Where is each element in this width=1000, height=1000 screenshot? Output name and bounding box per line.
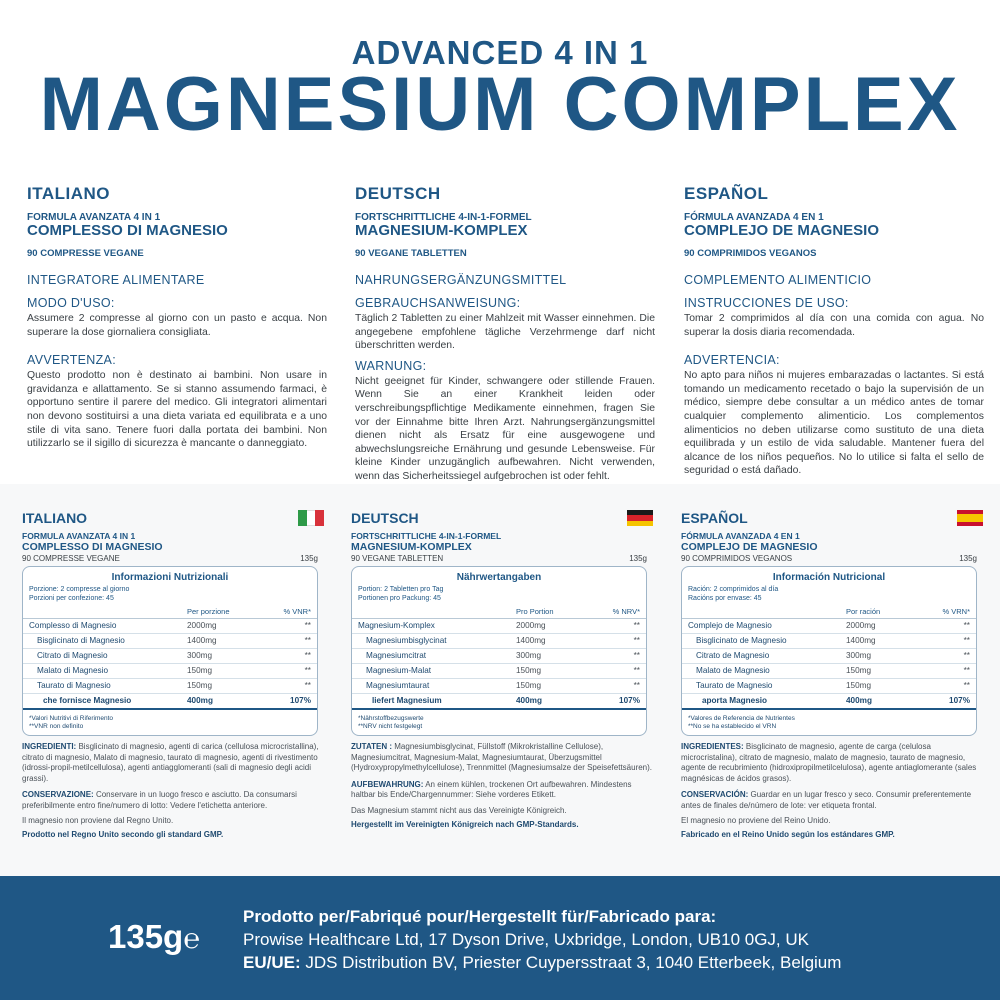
product-name: COMPLESSO DI MAGNESIO xyxy=(22,541,163,553)
product-name: COMPLEJO DE MAGNESIO xyxy=(681,541,818,553)
table-footnote: *Nährstoffbezugswerte xyxy=(358,715,424,722)
language-heading: ESPAÑOL xyxy=(681,510,748,526)
table-row: Complejo de Magnesio 2000mg ** xyxy=(682,619,976,634)
manufacturer-address: Prowise Healthcare Ltd, 17 Dyson Drive, Uxbridge, London, UB10 0GJ, UK xyxy=(243,930,809,949)
ingredients: INGREDIENTI: Bisglicinato di magnesio, agenti di carica (cellulosa microcristallina), citrato di magnesio, Malato di magnesio, taurato di magnesio, agenti di rivestimento (idrossi-propil-metilcellulosa), agenti antiagglomeranti (sali di magnesio degli acidi grassi). xyxy=(22,742,319,783)
language-heading: ITALIANO xyxy=(27,184,111,203)
column-header-portion: Por ración xyxy=(846,607,881,616)
formula-subtitle: FÓRMULA AVANZADA 4 EN 1 xyxy=(684,212,824,223)
storage: CONSERVAZIONE: Conservare in un luogo fresco e asciutto. Da consumarsi preferibilmente entro fine/numero di lotto: Vedere l'etichetta anteriore. xyxy=(22,790,297,810)
usage-heading: GEBRAUCHSANWEISUNG: xyxy=(355,296,521,310)
product-name: COMPLEJO DE MAGNESIO xyxy=(684,222,880,239)
storage: CONSERVACIÓN: Guardar en un lugar fresco y seco. Consumir preferentemente antes de finales de/número de lote: ver etiqueta frontal. xyxy=(681,790,972,810)
net-weight: 135g xyxy=(300,554,318,563)
e-mark-icon: ℮ xyxy=(183,923,201,954)
table-row: Taurato de Magnesio 150mg ** xyxy=(682,679,976,694)
column-header-reference: % VNR* xyxy=(283,607,311,616)
usage-heading: INSTRUCCIONES DE USO: xyxy=(684,296,849,310)
table-header xyxy=(23,607,317,619)
supplement-label: NAHRUNGSERGÄNZUNGSMITTEL xyxy=(355,273,567,287)
storage: AUFBEWAHRUNG: An einem kühlen, trockenen Ort aufbewahren. Mindestens haltbar bis Ende/Chargennummer: Siehe vorderes Etikett. xyxy=(351,779,632,799)
origin-note: El magnesio no proviene del Reino Unido. xyxy=(681,816,831,825)
table-row: Citrato di Magnesio 300mg ** xyxy=(23,649,317,664)
manufactured-for-label: Prodotto per/Fabriqué pour/Hergestellt für/Fabricado para: xyxy=(243,907,717,926)
product-name: MAGNESIUM-KOMPLEX xyxy=(351,541,472,553)
formula-subtitle: FORMULA AVANZATA 4 IN 1 xyxy=(22,531,136,541)
column-header-portion: Pro Portion xyxy=(516,607,554,616)
net-weight-large: 135g℮ xyxy=(108,918,201,955)
manufacturer-info xyxy=(243,906,841,974)
servings-per-pack: Racións por envase: 45 xyxy=(688,595,762,602)
column-header-reference: % VRN* xyxy=(942,607,970,616)
table-footnote: **NRV nicht festgelegt xyxy=(358,723,423,730)
tablet-count: 90 VEGANE TABLETTEN xyxy=(355,248,467,259)
table-footnote: **No se ha establecido el VRN xyxy=(688,723,777,730)
count-row xyxy=(681,554,983,563)
warning-text: Questo prodotto non è destinato ai bambini. Non usare in gravidanza e allattamento. Se si stanno assumendo farmaci, è opportuno sentire il parere del medico. Gli integratori alimentari non devono sostituirsi a una dieta variata ed equilibrata e a uno stile di vita sano. Tenere fuori dalla portata dei bambini. Non utilizzarlo se il sigillo di sicurezza è mancante o danneggiato. xyxy=(27,370,327,450)
warning-heading: ADVERTENCIA: xyxy=(684,353,780,368)
table-header xyxy=(682,607,976,619)
tablet-count: 90 COMPRIMIDOS VEGANOS xyxy=(684,248,817,259)
column-header-portion: Per porzione xyxy=(187,607,230,616)
eu-distributor: EU/UE: JDS Distribution BV, Priester Cuypersstraat 3, 1040 Etterbeek, Belgium xyxy=(243,953,842,972)
count-row xyxy=(22,554,324,563)
nutrition-table xyxy=(22,566,318,736)
upper-column-deutsch xyxy=(355,184,655,484)
table-row: Magnesiumcitrat 300mg ** xyxy=(352,649,646,664)
count-row xyxy=(351,554,653,563)
table-row: Malato de Magnesio 150mg ** xyxy=(682,664,976,679)
header-title: MAGNESIUM COMPLEX xyxy=(39,62,961,147)
warning-text: No apto para niños ni mujeres embarazadas o lactantes. Si está tomando un medicamento recetado o bajo la supervisión de un médico, siempre debe consultar a un médico antes de tomar cualquier complemento alimenticio. Los complementos alimenticios no deben utilizarse como sustituto de una dieta equilibrada y un estilo de vida saludable. Mantener fuera del alcance de los niños pequeños. No lo utilice si falta el sello de seguridad o está dañado. xyxy=(684,370,984,477)
usage-heading: MODO D'USO: xyxy=(27,296,115,310)
tablet-count: 90 COMPRESSE VEGANE xyxy=(22,554,120,563)
tablet-count: 90 VEGANE TABLETTEN xyxy=(351,554,444,563)
tablet-count: 90 COMPRESSE VEGANE xyxy=(27,248,144,259)
product-name: MAGNESIUM-KOMPLEX xyxy=(355,222,528,239)
nutrition-table-title: Información Nutricional xyxy=(772,572,886,583)
table-row: Magnesium-Malat 150mg ** xyxy=(352,664,646,679)
nutrition-panel xyxy=(0,484,1000,876)
table-row: Bisglicinato di Magnesio 1400mg ** xyxy=(23,634,317,649)
serving-size: Portion: 2 Tabletten pro Tag xyxy=(358,586,444,593)
italy-flag-icon xyxy=(298,510,324,526)
net-weight: 135g xyxy=(629,554,647,563)
nutrition-table-title: Informazioni Nutrizionali xyxy=(111,572,229,583)
gmp-note: Fabricado en el Reino Unido según los estándares GMP. xyxy=(681,830,895,839)
lower-column-deutsch xyxy=(351,510,653,829)
origin-note: Il magnesio non proviene dal Regno Unito. xyxy=(22,816,174,825)
table-header xyxy=(352,607,646,619)
serving-size: Ración: 2 comprimidos al día xyxy=(688,586,779,593)
usage-text: Assumere 2 compresse al giorno con un pasto e acqua. Non superare la dose giornaliera consigliata. xyxy=(27,313,327,338)
table-row: Magnesium-Komplex 2000mg ** xyxy=(352,619,646,634)
lower-column-italiano xyxy=(22,510,324,839)
manufacturer-footer xyxy=(0,876,1000,1000)
table-row: Complesso di Magnesio 2000mg ** xyxy=(23,619,317,634)
table-row: Magnesiumtaurat 150mg ** xyxy=(352,679,646,694)
usage-text: Täglich 2 Tabletten zu einer Mahlzeit mit Wasser einnehmen. Die angegebene empfohlene tägliche Verzehrmenge darf nicht überschritten werden. xyxy=(355,313,655,352)
serving-size: Porzione: 2 compresse al giorno xyxy=(29,586,130,593)
nutrition-table-title: Nährwertangaben xyxy=(456,572,542,583)
warning-heading: WARNUNG: xyxy=(355,358,427,373)
warning-heading: AVVERTENZA: xyxy=(27,353,116,368)
table-footnote: **VNR non definito xyxy=(29,723,84,730)
header-subtitle: ADVANCED 4 IN 1 xyxy=(351,34,649,71)
table-total-row: liefert Magnesium 400mg 107% xyxy=(352,694,646,710)
column-header-reference: % NRV* xyxy=(612,607,640,616)
gmp-note: Hergestellt im Vereinigten Königreich nach GMP-Standards. xyxy=(351,819,579,829)
table-row: Citrato de Magnesio 300mg ** xyxy=(682,649,976,664)
table-footnote: *Valores de Referencia de Nutrientes xyxy=(688,715,795,722)
upper-column-italiano xyxy=(27,184,327,451)
gmp-note: Prodotto nel Regno Unito secondo gli standard GMP. xyxy=(22,830,224,839)
net-weight: 135g xyxy=(959,554,977,563)
usage-text: Tomar 2 comprimidos al día con una comida con agua. No superar la dosis diaria recomendada. xyxy=(684,313,984,338)
formula-subtitle: FORTSCHRITTLICHE 4-IN-1-FORMEL xyxy=(355,212,532,223)
ingredients: ZUTATEN : Magnesiumbisglycinat, Füllstoff (Mikrokristalline Cellulose), Magnesiumcitrat, Magnesium-Malat, Magnesiumtaurat, Überzugsmittel (Hydroxypropylmethylcellulose), Trennmittel (Magnesiumsalze der Speisefettsäuren). xyxy=(351,742,653,772)
supplement-label: INTEGRATORE ALIMENTARE xyxy=(27,273,205,287)
table-total-row: aporta Magnesio 400mg 107% xyxy=(682,694,976,710)
table-row: Taurato di Magnesio 150mg ** xyxy=(23,679,317,694)
table-total-row: che fornisce Magnesio 400mg 107% xyxy=(23,694,317,710)
upper-column-espanol xyxy=(684,184,984,478)
language-heading: DEUTSCH xyxy=(351,510,419,526)
table-row: Bisglicinato de Magnesio 1400mg ** xyxy=(682,634,976,649)
spain-flag-icon xyxy=(957,510,983,526)
language-heading: DEUTSCH xyxy=(355,184,441,203)
product-name: COMPLESSO DI MAGNESIO xyxy=(27,222,228,239)
table-footnote: *Valori Nutritivi di Riferimento xyxy=(29,715,114,722)
ingredients: INGREDIENTES: Bisglicinato de magnesio, agente de carga (celulosa microcristalina), citrato de magnesio, malato de magnesio, taurato de magnesio, agente de recubrimiento (hidroxipropilmetilcelulosa), agente antiaglomerante (sales magnésicas de ácidos grasos). xyxy=(681,742,977,783)
lower-column-espanol xyxy=(681,510,983,839)
warning-text: Nicht geeignet für Kinder, schwangere oder stillende Frauen. Wenn Sie an einer Krankheit leiden oder verschreibungspflichtige Medikamente einnehmen, fragen Sie vor der Einnahme bitte Ihren Arzt. Nahrungsergänzungsmittel dienen nicht als Ersatz für eine ausgewogene und abwechslungsreiche Ernährung und gesunde Lebensweise. Für kleine Kinder unzugänglich aufbewahren. Nicht verwenden, wenn das Sicherheitssiegel aufgebrochen ist oder fehlt. xyxy=(355,375,655,482)
servings-per-pack: Portionen pro Packung: 45 xyxy=(358,595,441,602)
table-row: Malato di Magnesio 150mg ** xyxy=(23,664,317,679)
tablet-count: 90 COMPRIMIDOS VEGANOS xyxy=(681,554,793,563)
language-heading: ESPAÑOL xyxy=(684,184,769,203)
servings-per-pack: Porzioni per confezione: 45 xyxy=(29,595,114,602)
nutrition-table xyxy=(681,566,977,736)
language-heading: ITALIANO xyxy=(22,510,88,526)
formula-subtitle: FÓRMULA AVANZADA 4 EN 1 xyxy=(681,531,800,541)
supplement-label: COMPLEMENTO ALIMENTICIO xyxy=(684,273,872,287)
germany-flag-icon xyxy=(627,510,653,526)
table-row: Magnesiumbisglycinat 1400mg ** xyxy=(352,634,646,649)
nutrition-table xyxy=(351,566,647,736)
origin-note: Das Magnesium stammt nicht aus das Vereinigte Königreich. xyxy=(351,805,567,815)
formula-subtitle: FORTSCHRITTLICHE 4-IN-1-FORMEL xyxy=(351,531,502,541)
formula-subtitle: FORMULA AVANZATA 4 IN 1 xyxy=(27,212,161,223)
